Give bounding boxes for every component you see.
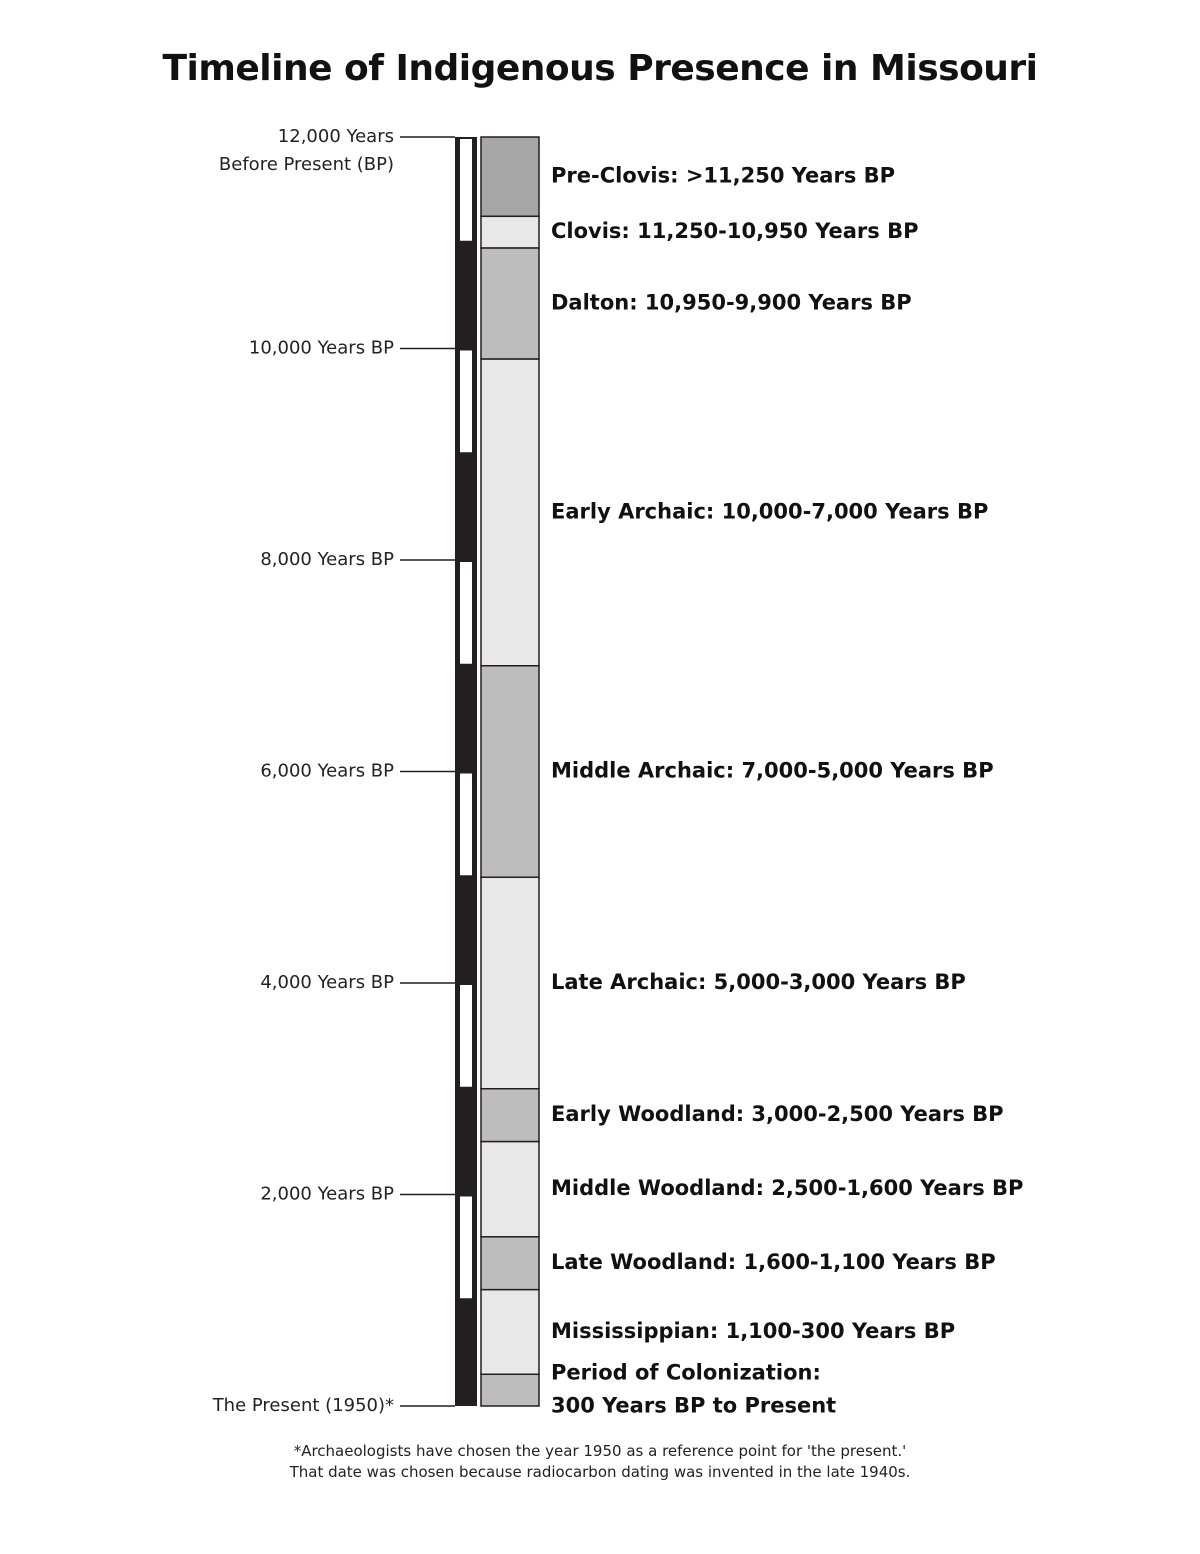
period-label: Late Archaic: 5,000-3,000 Years BP xyxy=(551,970,966,994)
period-bar xyxy=(481,216,539,248)
scale-bar-segment xyxy=(460,351,472,453)
period-bar xyxy=(481,1089,539,1142)
period-bar xyxy=(481,1290,539,1375)
tick-label: 4,000 Years BP xyxy=(260,972,394,993)
period-label: Period of Colonization: xyxy=(551,1360,821,1385)
period-label: Dalton: 10,950-9,900 Years BP xyxy=(551,290,912,315)
scale-bar-segment xyxy=(460,562,472,664)
tick-label: 12,000 Years xyxy=(277,126,394,147)
scale-bar-segment xyxy=(460,774,472,876)
scale-bar-segment xyxy=(460,139,472,241)
footnote xyxy=(0,1441,1200,1483)
period-bar xyxy=(481,137,539,216)
period-label: Mississippian: 1,100-300 Years BP xyxy=(551,1318,956,1343)
period-bar xyxy=(481,1237,539,1290)
period-bar xyxy=(481,1374,539,1406)
period-label: Middle Archaic: 7,000-5,000 Years BP xyxy=(551,758,994,783)
tick-label: Before Present (BP) xyxy=(218,154,394,175)
tick-label: 8,000 Years BP xyxy=(260,549,394,570)
period-bar xyxy=(481,666,539,878)
period-bar xyxy=(481,1142,539,1237)
period-label: Clovis: 11,250-10,950 Years BP xyxy=(551,219,919,244)
period-label: Late Woodland: 1,600-1,100 Years BP xyxy=(551,1250,996,1275)
period-bar xyxy=(481,359,539,666)
scale-bar-segment xyxy=(460,985,472,1087)
page-title: Timeline of Indigenous Presence in Missouri xyxy=(162,48,1038,89)
period-bar xyxy=(481,877,539,1089)
tick-label: The Present (1950)* xyxy=(212,1395,394,1416)
tick-label: 10,000 Years BP xyxy=(248,337,394,359)
scale-bar-segment xyxy=(460,1197,472,1299)
period-label: 300 Years BP to Present xyxy=(551,1393,837,1418)
period-label: Pre-Clovis: >11,250 Years BP xyxy=(551,163,896,188)
period-label: Middle Woodland: 2,500-1,600 Years BP xyxy=(551,1176,1024,1201)
tick-label: 6,000 Years BP xyxy=(260,760,394,782)
period-label: Early Woodland: 3,000-2,500 Years BP xyxy=(551,1102,1004,1127)
tick-label: 2,000 Years BP xyxy=(260,1183,394,1205)
period-label: Early Archaic: 10,000-7,000 Years BP xyxy=(551,499,989,524)
footnote-line: *Archaeologists have chosen the year 1950 as a reference point for 'the present.' xyxy=(293,1442,907,1460)
period-bar xyxy=(481,248,539,359)
footnote-line: That date was chosen because radiocarbon dating was invented in the late 1940s. xyxy=(289,1463,911,1481)
